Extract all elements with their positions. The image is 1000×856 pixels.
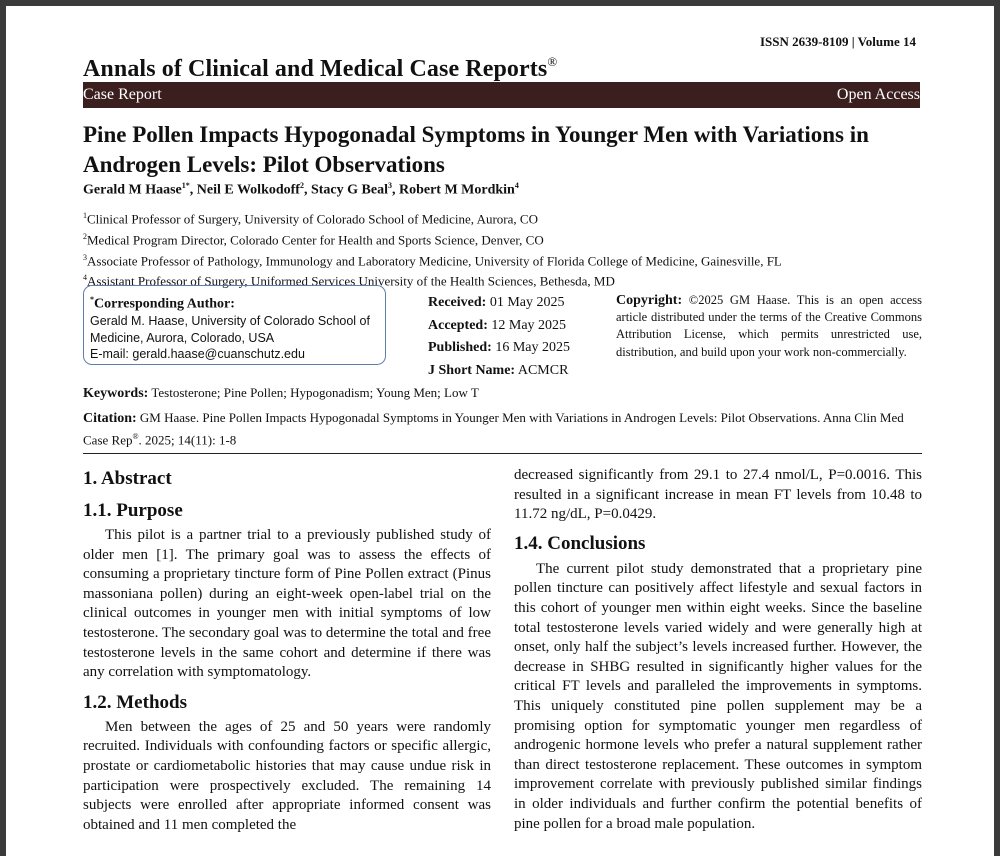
keywords: Keywords: Testosterone; Pine Pollen; Hypogonadism; Young Men; Low T [83,385,479,401]
conclusions-heading: 1.4. Conclusions [514,532,646,554]
citation: Citation: GM Haase. Pine Pollen Impacts Hypogonadal Symptoms in Younger Men with Variations in Androgen Levels: Pilot Observations. Anna Clin Med Case Rep®. 2025; 14(11): 1-8 [83,410,904,448]
article-title: Pine Pollen Impacts Hypogonadal Symptoms in Younger Men with Variations in Androgen Levels: Pilot Observations [83,122,869,177]
received-date: Received: 01 May 2025 [428,295,565,310]
author-name: Robert M Mordkin [398,182,515,198]
affiliation-item: $^3$Associate Professor of Pathology, Immunology and Laboratory Medicine, University of Florida College of Medicine, Gainesville, FL [83,252,782,268]
methods-paragraph: Men between the ages of 25 and 50 years were randomly recruited. Individuals with confounding factors or specific allergic, prostate or cardiometabolic histories that may cause undue risk in participation were prospectively excluded. The remaining 14 subjects were enrolled after appropriate informed consent was obtained and 11 men completed the [83,718,491,833]
author-list: Gerald M Haase$^{1*}$, Neil E Wolkodoff$^2$, Stacy G Beal$^3$, Robert M Mordkin$^4$ [83,181,519,198]
journal-short-name: J Short Name: ACMCR [428,362,569,378]
results-continued-paragraph: decreased significantly from 29.1 to 27.4 nmol/L, P=0.0016. This resulted in a significant increase in mean FT levels from 10.48 to 11.72 ng/dL, P=0.0429. [514,467,922,523]
section-divider [83,453,922,454]
purpose-heading: 1.1. Purpose [83,500,183,521]
affiliation-list [83,207,782,290]
purpose-paragraph: This pilot is a partner trial to a previously published study of older men [1]. The primary goal was to assess the effects of consuming a proprietary tincture form of Pine Pollen extract (Pinus massoniana pollen) during an eight-week open-label trial on the clinical outcomes in younger men with initial symptoms of low testosterone. The secondary goal was to determine the total and free testosterone levels in the same cohort and determine if there was any correlation with symptomatology. [83,527,491,681]
affiliation-item: $^2$Medical Program Director, Colorado Center for Health and Sports Science, Denver, CO [83,231,544,248]
copyright-notice: Copyright: ©2025 GM Haase. This is an open access article distributed under the terms of the Creative Commons Attribution License, which permits unrestricted use, distribution, and build upon your work non-commercially. [616,293,922,359]
author-name: Stacy G Beal [310,182,388,198]
corresponding-line: Gerald M. Haase, University of Colorado School of [90,314,370,329]
methods-heading: 1.2. Methods [83,691,187,713]
issn-volume: ISSN 2639-8109 | Volume 14 [760,34,916,49]
corresponding-author-box [83,285,386,365]
left-column [83,466,491,842]
corresponding-author-heading: *Corresponding Author: [90,295,235,312]
corresponding-line: Medicine, Aurora, Colorado, USA [90,330,275,345]
author-name: Gerald M Haase [83,182,182,198]
open-access-label: Open Access [836,86,920,103]
accepted-date: Accepted: 12 May 2025 [428,317,567,333]
affiliation-item: $^4$Assistant Professor of Surgery, Uniformed Services University of the Health Sciences, Bethesda, MD [83,273,615,289]
registered-mark: ® [547,54,558,69]
abstract-heading: 1. Abstract [83,468,172,489]
document-page [6,6,994,856]
published-date: Published: 16 May 2025 [428,340,570,355]
affiliation-item: $^1$Clinical Professor of Surgery, University of Colorado School of Medicine, Aurora, CO [83,211,538,227]
article-dates [428,292,570,382]
corresponding-email: E-mail: gerald.haase@cuanschutz.edu [90,347,305,362]
right-column [514,466,922,841]
article-type-label: Case Report [83,86,162,103]
journal-title: Annals of Clinical and Medical Case Reports® [83,54,558,82]
conclusions-paragraph: The current pilot study demonstrated that a proprietary pine pollen tincture can positively affect lifestyle and sexual factors in this cohort of younger men within eight weeks. Since the baseline total testosterone levels varied widely and were generally high at onset, only half the subject’s levels increased further. However, the decrease in SHBG resulted in significantly higher values for the critical FT levels and paralleled the improvements in symptoms. This uniquely constituted pine pollen supplement may be a promising option for symptomatic younger men regardless of androgenic hormone levels who prefer a natural supplement rather than direct testosterone replacement. These outcomes in symptom improvement correlate with previously published similar findings in older individuals and further confirm the potential benefits of pine pollen for a broad male population. [514,560,922,832]
article-type-banner [83,82,920,108]
author-name: Neil E Wolkodoff [196,182,300,198]
